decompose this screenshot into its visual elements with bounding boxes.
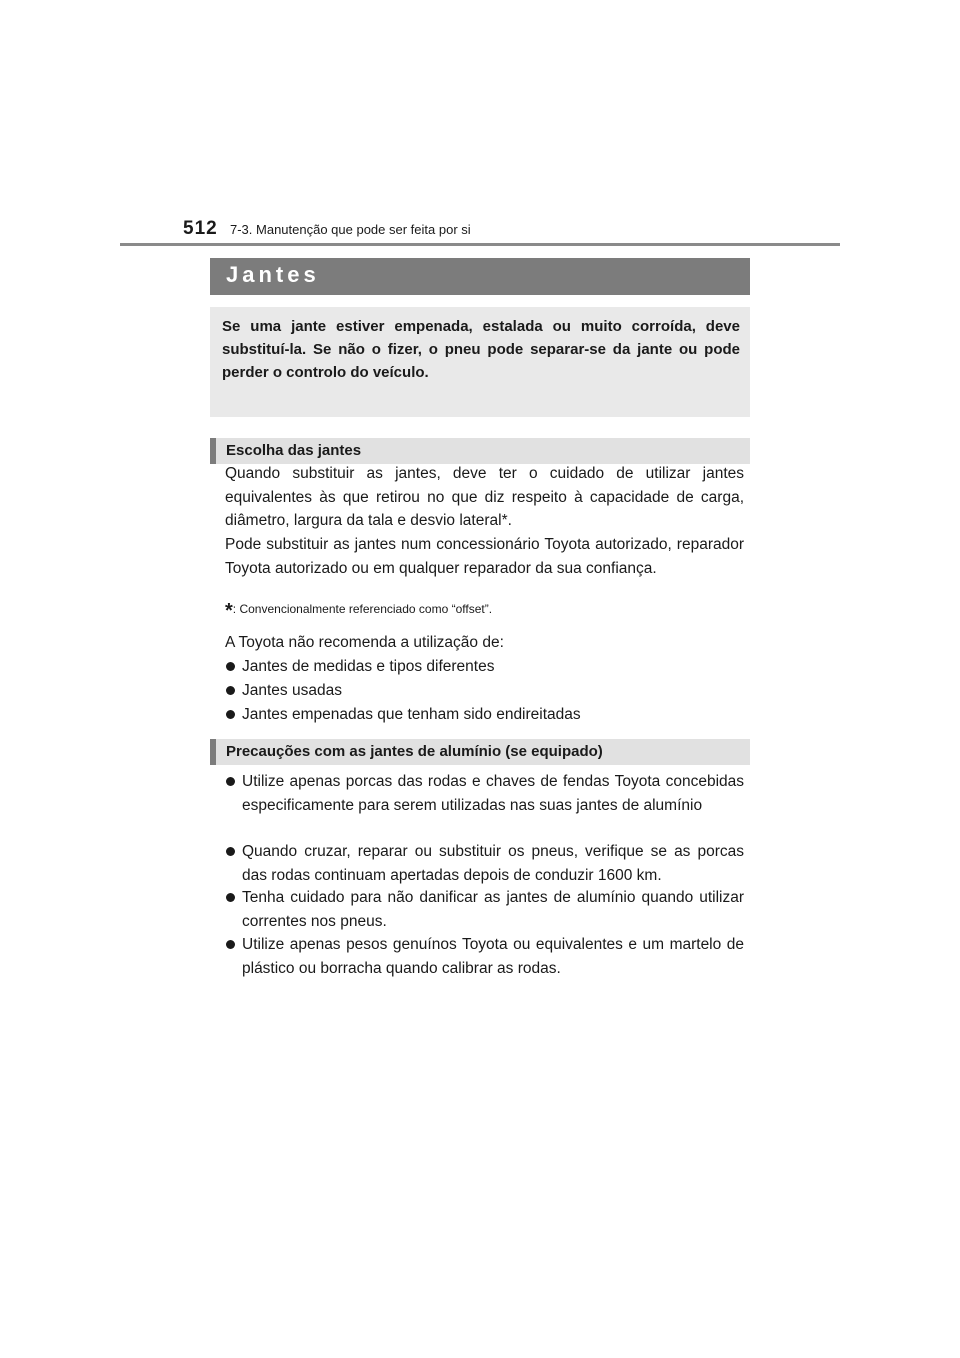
subheading-wheel-choice [210,438,750,464]
bullet-icon [226,893,235,902]
intro-text: Se uma jante estiver empenada, estalada ou muito corroída, deve substituí-la. Se não o fizer, o pneu pode separar-se da jante ou pode perder o controlo do veículo. [222,318,740,381]
list-item-text: Utilize apenas pesos genuínos Toyota ou equivalentes e um martelo de plástico ou borracha quando calibrar as rodas. [242,936,744,977]
warning-intro-box [210,307,750,417]
bullet-icon [226,940,235,949]
choice-paragraph-2: Pode substituir as jantes num concessionário Toyota autorizado, reparador Toyota autorizado ou em qualquer reparador da sua confiança. [225,536,744,577]
section-title: Jantes [226,262,320,287]
list-item-text: Tenha cuidado para não danificar as jantes de alumínio quando utilizar correntes nos pneus. [242,889,744,930]
list-item [225,886,744,933]
choice-paragraph-1: Quando substituir as jantes, deve ter o cuidado de utilizar jantes equivalentes às que retirou no que diz respeito à capacidade de carga, diâmetro, largura da tala e desvio lateral*. [225,465,744,529]
subheading-aluminum-precautions [210,739,750,765]
list-item-text: Utilize apenas porcas das rodas e chaves de fendas Toyota concebidas especificamente para serem utilizadas nas suas jantes de alumínio [242,773,744,814]
bullet-icon [226,847,235,856]
list-item-text: Jantes empenadas que tenham sido endireitadas [242,706,581,723]
bullet-icon [226,662,235,671]
bullet-icon [226,777,235,786]
list-item [225,679,744,703]
section-title-bar [210,258,750,295]
page-number: 512 [183,218,218,239]
list-item-text: Quando cruzar, reparar ou substituir os pneus, verifique se as porcas das rodas continuam apertadas depois de conduzir 1600 km. [242,843,744,884]
list-item [225,703,744,727]
chapter-title: 7-3. Manutenção que pode ser feita por si [230,222,471,237]
list-item [225,770,744,817]
footnote-text: : Convencionalmente referenciado como “offset”. [232,602,493,616]
bullet-icon [226,686,235,695]
list-item [225,933,744,980]
subheading-label: Escolha das jantes [226,442,362,459]
list-item-text: Jantes de medidas e tipos diferentes [242,658,495,675]
list-item-text: Jantes usadas [242,682,342,699]
recommend-intro: A Toyota não recomenda a utilização de: [225,634,504,651]
footnote-mark: * [225,600,233,622]
list-item [225,655,744,679]
list-item [225,840,744,887]
bullet-icon [226,710,235,719]
header-divider [120,243,840,246]
subheading-label: Precauções com as jantes de alumínio (se equipado) [226,743,603,760]
footnote [225,600,492,623]
